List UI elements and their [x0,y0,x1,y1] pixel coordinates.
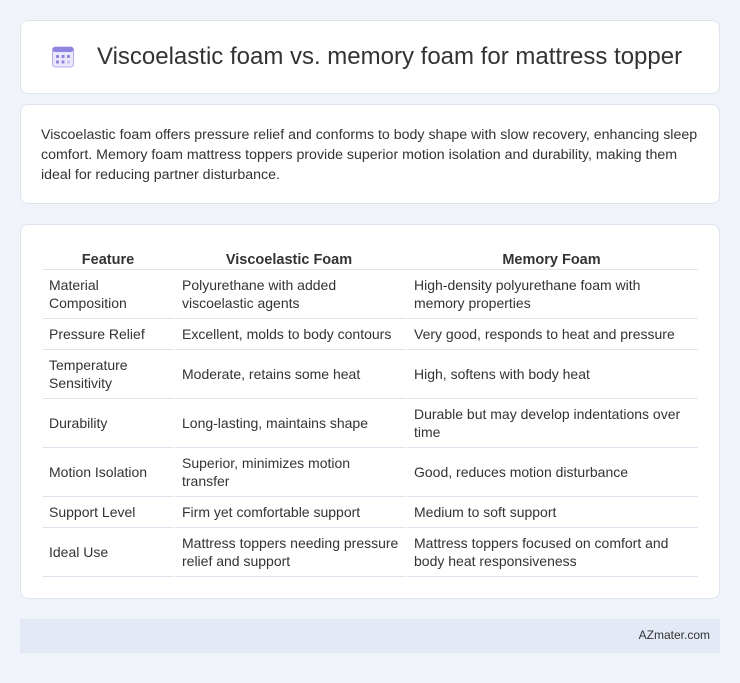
page-title: Viscoelastic foam vs. memory foam for mattress topper [97,43,683,70]
feature-cell: Ideal Use [43,528,173,577]
memory-cell: Medium to soft support [405,497,698,528]
title-row [21,21,719,93]
column-header-memory-foam: Memory Foam [405,246,698,270]
comparison-table [43,246,698,577]
summary-card [20,104,720,204]
viscoelastic-cell: Long-lasting, maintains shape [173,399,405,448]
table-row [43,270,698,319]
feature-cell: Pressure Relief [43,319,173,350]
column-header-viscoelastic-foam: Viscoelastic Foam [173,246,405,270]
viscoelastic-cell: Superior, minimizes motion transfer [173,448,405,497]
viscoelastic-cell: Mattress toppers needing pressure relief and support [173,528,405,577]
memory-cell: Durable but may develop indentations over time [405,399,698,448]
footer-site-link[interactable]: AZmater.com [638,628,710,642]
memory-cell: Good, reduces motion disturbance [405,448,698,497]
table-row [43,350,698,399]
viscoelastic-cell: Polyurethane with added viscoelastic agents [173,270,405,319]
footer [20,619,720,653]
memory-cell: Very good, responds to heat and pressure [405,319,698,350]
summary-text: Viscoelastic foam offers pressure relief and conforms to body shape with slow recovery, enhancing sleep comfort. Memory foam mattress toppers provide superior motion isolation and durability, making them ideal for reducing partner disturbance. [41,127,698,183]
table-row [43,448,698,497]
calendar-icon [51,45,75,69]
table-card [20,224,720,599]
memory-cell: High, softens with body heat [405,350,698,399]
column-header-feature: Feature [43,246,173,270]
table-header-row [43,246,698,270]
feature-cell: Motion Isolation [43,448,173,497]
memory-cell: High-density polyurethane foam with memory properties [405,270,698,319]
feature-cell: Material Composition [43,270,173,319]
table-row [43,528,698,577]
table-row [43,497,698,528]
feature-cell: Support Level [43,497,173,528]
viscoelastic-cell: Excellent, molds to body contours [173,319,405,350]
table-row [43,399,698,448]
memory-cell: Mattress toppers focused on comfort and body heat responsiveness [405,528,698,577]
title-card [20,20,720,94]
feature-cell: Durability [43,399,173,448]
feature-cell: Temperature Sensitivity [43,350,173,399]
viscoelastic-cell: Moderate, retains some heat [173,350,405,399]
table-row [43,319,698,350]
viscoelastic-cell: Firm yet comfortable support [173,497,405,528]
